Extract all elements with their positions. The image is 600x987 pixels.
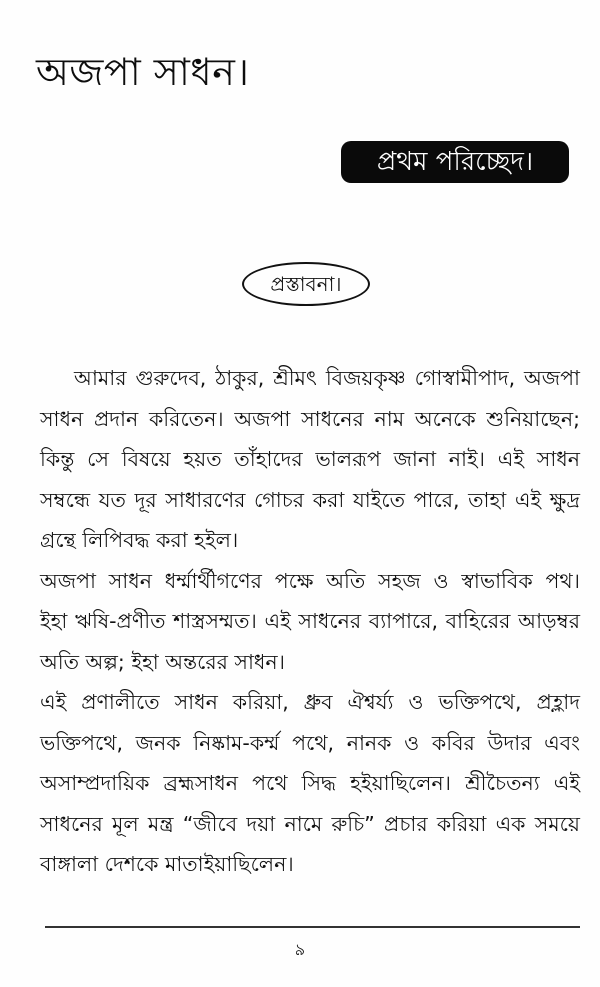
footer-divider <box>45 926 580 928</box>
paragraph-2 <box>40 561 580 683</box>
chapter-heading-badge: প্রথম পরিচ্ছেদ। <box>341 141 569 183</box>
page-number: ৯ <box>294 940 306 959</box>
text-line: অজপা সাধন ধর্ম্মার্থীগণের পক্ষে অতি সহজ ও স্বাভাবিক পথ। <box>40 568 580 593</box>
text-line: সম্বন্ধে যত দূর সাধারণের গোচর করা যাইতে পারে, তাহা এই ক্ষুদ্র <box>40 487 580 512</box>
text-line: সাধনের মূল মন্ত্র “জীবে দয়া নামে রুচি” প্রচার করিয়া এক সময়ে <box>40 811 580 836</box>
body-text <box>40 358 580 885</box>
book-title: অজপা সাধন। <box>36 50 250 94</box>
text-line: আমার গুরুদেব, ঠাকুর, শ্রীমৎ বিজয়কৃষ্ণ গোস্বামীপাদ, অজপা <box>74 366 580 390</box>
text-line: সাধন প্রদান করিতেন। অজপা সাধনের নাম অনেকে শুনিয়াছেন; <box>40 406 580 431</box>
text-line: এই প্রণালীতে সাধন করিয়া, ধ্রুব ঐশ্বর্য্য ও ভক্তিপথে, প্রহ্লাদ <box>40 690 580 714</box>
text-line: অতি অল্প; ইহা অন্তরের সাধন। <box>40 649 285 674</box>
text-line: ভক্তিপথে, জনক নিষ্কাম-কর্ম্ম পথে, নানক ও কবির উদার এবং <box>40 730 580 755</box>
text-line: গ্রন্থে লিপিবদ্ধ করা হইল। <box>40 528 239 552</box>
section-heading-oval: প্রস্তাবনা। <box>242 262 370 306</box>
text-line: ইহা ঋষি-প্রণীত শাস্ত্রসম্মত। এই সাধনের ব্যাপারে, বাহিরের আড়ম্বর <box>40 609 580 633</box>
paragraph-1 <box>40 358 580 561</box>
text-line: বাঙ্গালা দেশকে মাতাইয়াছিলেন। <box>40 852 294 876</box>
text-line: কিন্তু সে বিষয়ে হয়ত তাঁহাদের ভালরূপ জানা নাই। এই সাধন <box>40 447 580 471</box>
paragraph-3 <box>40 682 580 885</box>
text-line: অসাম্প্রদায়িক ব্রহ্মসাধন পথে সিদ্ধ হইয়াছিলেন। শ্রীচৈতন্য এই <box>40 771 580 795</box>
